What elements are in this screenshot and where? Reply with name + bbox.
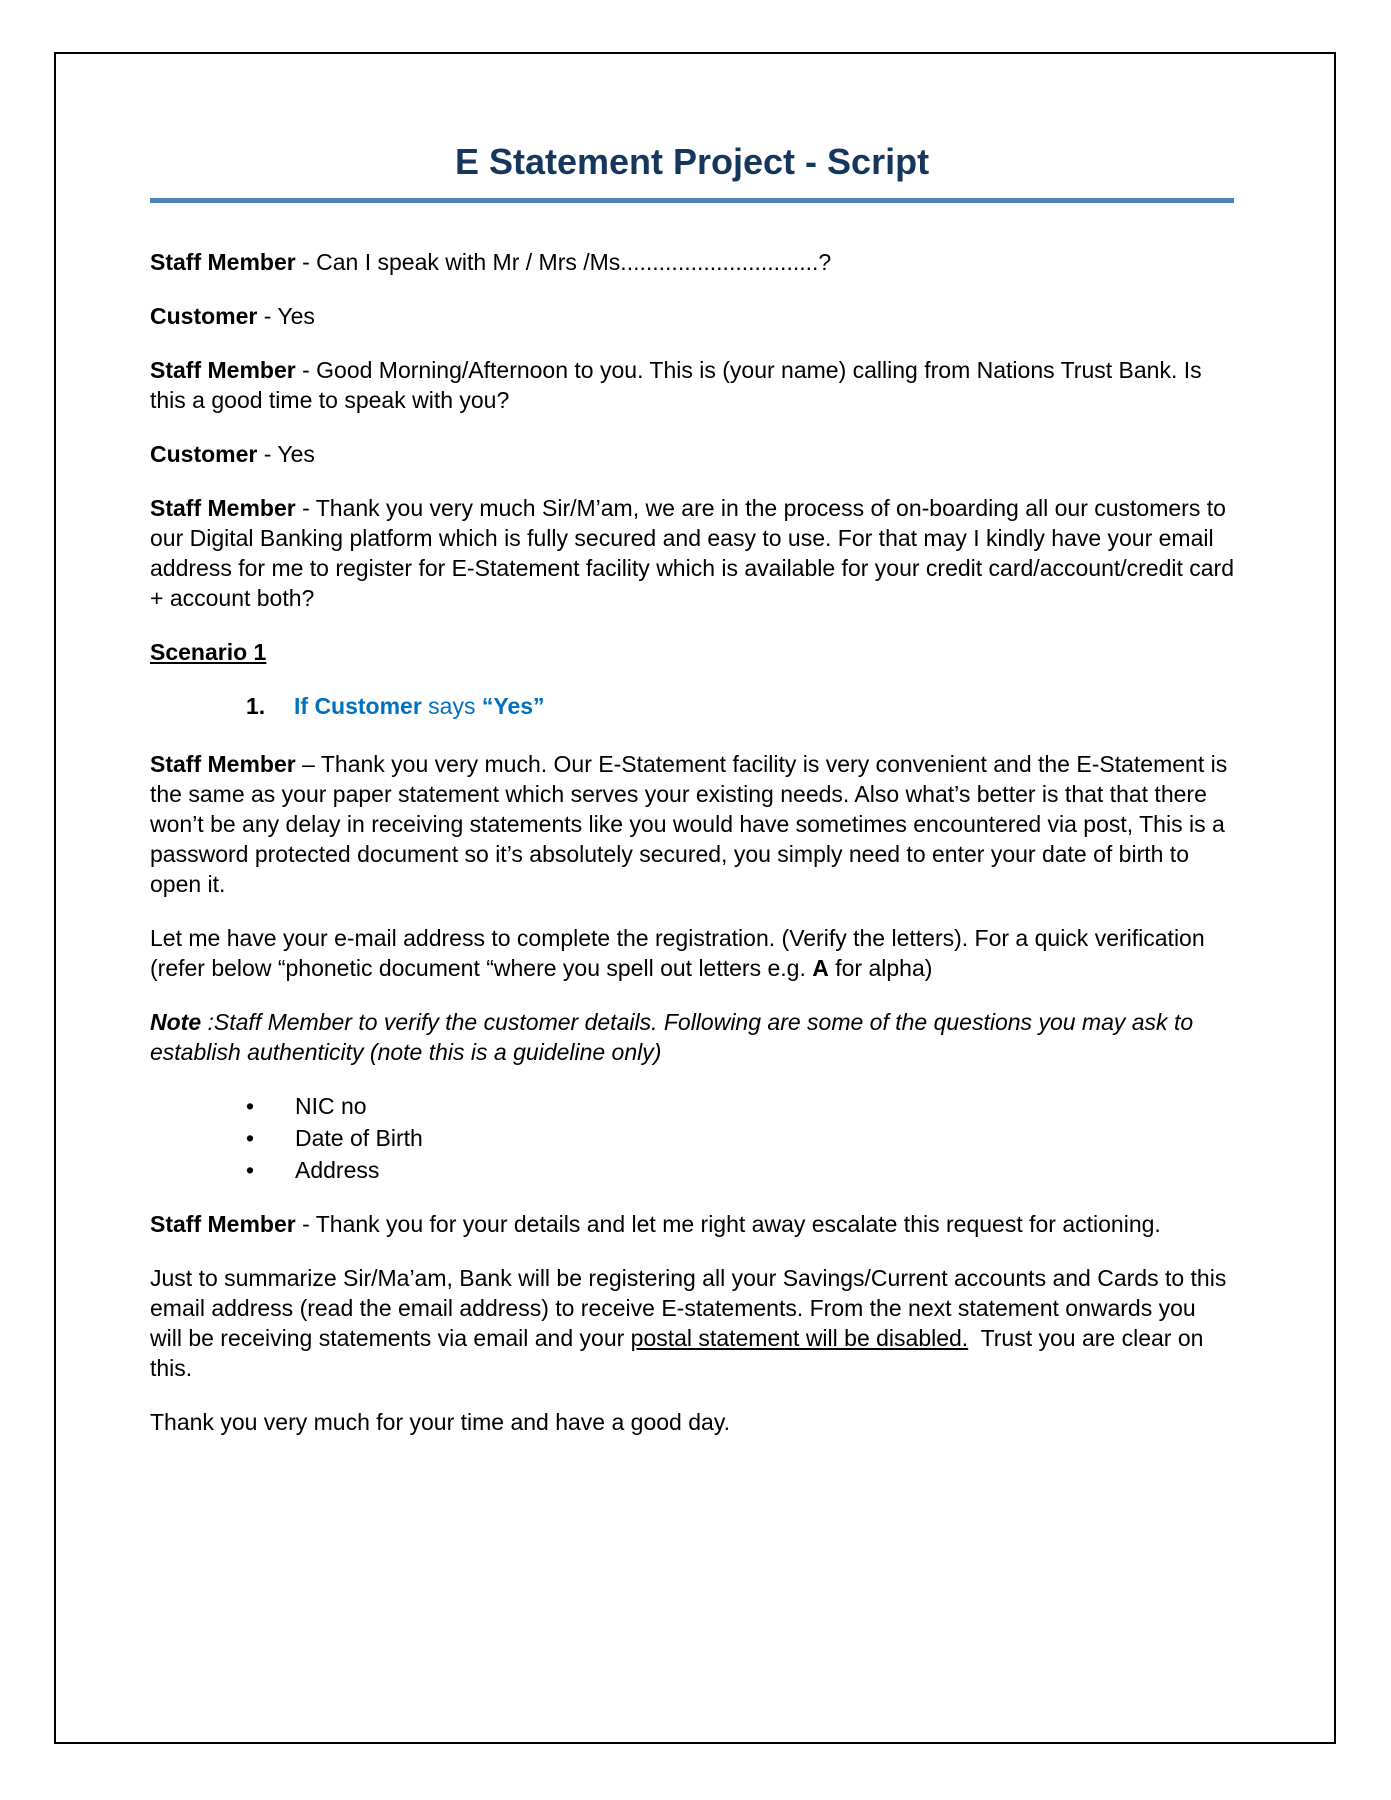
- says-text: says: [421, 693, 482, 719]
- staff-line-5: [150, 1209, 1234, 1239]
- title-divider-rule: [150, 198, 1234, 203]
- paragraph-text: Just to summarize Sir/Ma’am, Bank will be registering all your Savings/Current accounts and Cards to this email address (read the email address) to receive E-statements. From the next statement onwards you will be receiving statements via email and your: [150, 1265, 1227, 1351]
- document-content: [56, 54, 1334, 1437]
- speaker-label: Staff Member: [150, 495, 296, 521]
- paragraph-text: Let me have your e-mail address to complete the registration. (Verify the letters). For a quick verification (refer below “phonetic document “where you spell out letters e.g.: [150, 925, 1205, 981]
- dialogue-text: - Yes: [257, 303, 315, 329]
- staff-line-3: [150, 493, 1234, 613]
- verification-bullet-list: [150, 1091, 1234, 1185]
- bullet-text: NIC no: [295, 1093, 367, 1119]
- customer-line-2: [150, 439, 1234, 469]
- speaker-label: Staff Member: [150, 1211, 296, 1237]
- staff-line-1: [150, 247, 1234, 277]
- bullet-item-address: [150, 1155, 1234, 1185]
- dialogue-text: – Thank you very much. Our E-Statement facility is very convenient and the E-Statement is the same as your paper statement which serves your existing needs. Also what’s better is that that there won’t be any delay in receiving statements like you would have sometimes encountered via post, This is a password protected document so it’s absolutely secured, you simply need to enter your date of birth to open it.: [150, 751, 1228, 897]
- numbered-item-1: [150, 691, 1234, 721]
- dialogue-text: - Thank you very much Sir/M’am, we are in the process of on-boarding all our customers to our Digital Banking platform which is fully secured and easy to use. For that may I kindly have your email address for me to register for E-Statement facility which is available for your credit card/account/credit card + account both?: [150, 495, 1235, 611]
- note-text: :Staff Member to verify the customer details. Following are some of the questions you may ask to establish authenticity (note this is a guideline only): [150, 1009, 1194, 1065]
- bullet-item-dob: [150, 1123, 1234, 1153]
- dialogue-text: - Yes: [257, 441, 315, 467]
- page-title: E Statement Project - Script: [454, 141, 930, 182]
- bullet-text: Date of Birth: [295, 1125, 423, 1151]
- speaker-label: Staff Member: [150, 357, 296, 383]
- summary-paragraph: [150, 1263, 1234, 1383]
- email-request-paragraph: [150, 923, 1234, 983]
- closing-line: Thank you very much for your time and have a good day.: [150, 1409, 730, 1435]
- yes-text: “Yes”: [481, 693, 545, 719]
- dialogue-text: - Can I speak with Mr / Mrs /Ms...............................?: [295, 249, 832, 275]
- alpha-letter: A: [812, 955, 829, 981]
- dialogue-text: - Thank you for your details and let me right away escalate this request for actioning.: [295, 1211, 1161, 1237]
- note-label: Note: [150, 1009, 202, 1035]
- bullet-icon: •: [246, 1125, 255, 1151]
- speaker-label: Staff Member: [150, 751, 296, 777]
- paragraph-text: Trust you are clear on this.: [150, 1325, 1210, 1381]
- speaker-label: Customer: [150, 441, 258, 467]
- if-customer-text: If Customer: [294, 693, 422, 719]
- scenario-heading: Scenario 1: [150, 639, 267, 665]
- dialogue-text: - Good Morning/Afternoon to you. This is (your name) calling from Nations Trust Bank. Is this a good time to speak with you?: [150, 357, 1202, 413]
- bullet-text: Address: [295, 1157, 380, 1183]
- staff-line-4: [150, 749, 1234, 899]
- bullet-icon: •: [246, 1093, 255, 1119]
- underlined-text: postal statement will be disabled.: [630, 1325, 969, 1351]
- speaker-label: Staff Member: [150, 249, 296, 275]
- bullet-icon: •: [246, 1157, 255, 1183]
- numbered-item-text: [294, 691, 545, 721]
- document-page: [54, 52, 1336, 1744]
- bullet-item-nic: [150, 1091, 1234, 1121]
- customer-line-1: [150, 301, 1234, 331]
- paragraph-text: for alpha): [828, 955, 933, 981]
- note-paragraph: [150, 1007, 1234, 1067]
- staff-line-2: [150, 355, 1234, 415]
- list-number: 1.: [246, 693, 266, 719]
- speaker-label: Customer: [150, 303, 258, 329]
